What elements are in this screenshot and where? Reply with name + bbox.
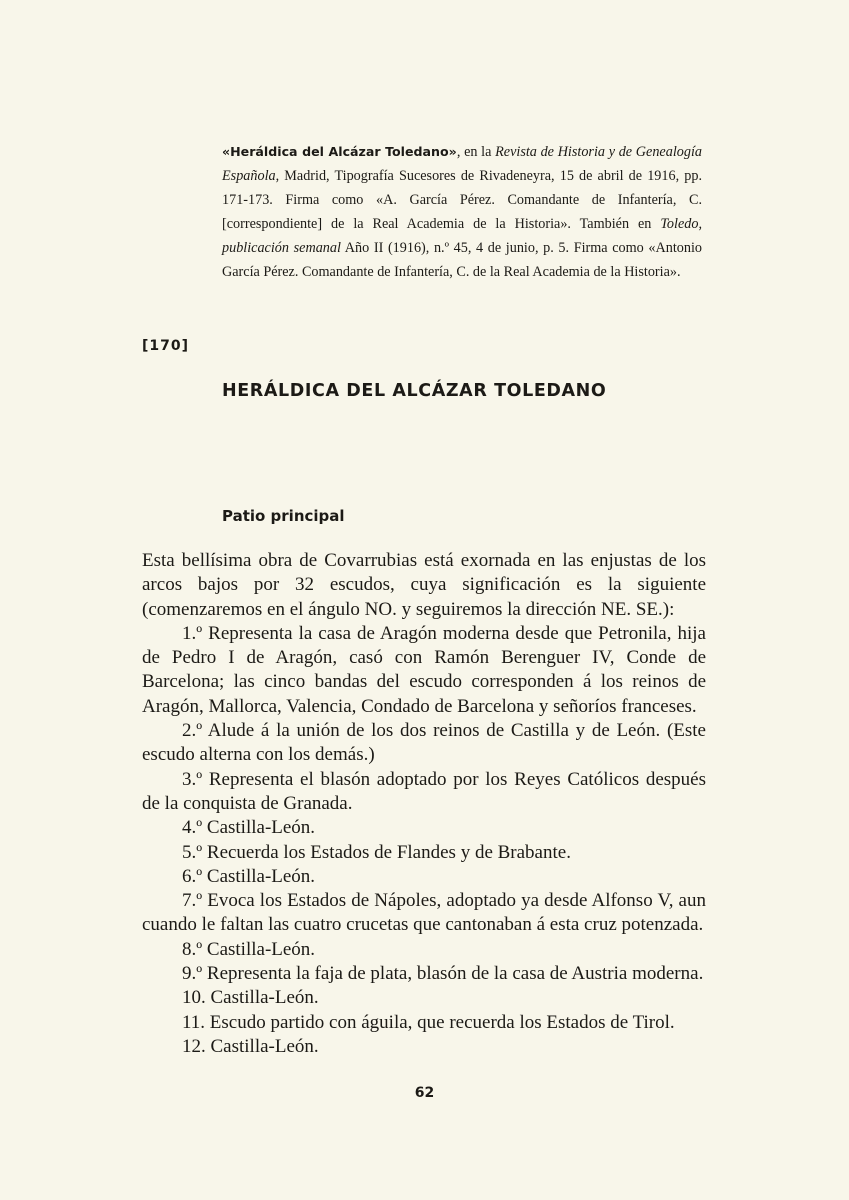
- intro-paragraph: Esta bellísima obra de Covarrubias está exornada en las enjustas de los arcos bajos por 32 escudos, cuya significación es la siguiente (comenzaremos en el ángulo NO. y seguiremos la dirección NE. SE.):: [142, 550, 706, 620]
- list-item: 3.º Representa el blasón adoptado por los Reyes Católicos después de la conquista de Granada.: [142, 768, 706, 814]
- list-item: 11. Escudo partido con águila, que recuerda los Estados de Tirol.: [182, 1011, 675, 1033]
- list-item: 12. Castilla-León.: [182, 1035, 319, 1057]
- list-item: 6.º Castilla-León.: [182, 865, 316, 887]
- note-text-1: , en la: [456, 144, 496, 160]
- entry-number: [170]: [142, 338, 190, 354]
- list-item: 10. Castilla-León.: [182, 987, 319, 1009]
- note-text-3: Año II (1916), n.º 45, 4 de junio, p. 5. Firma como «Antonio García Pérez. Comandante de Infantería, C. de la Real Academia de la Historia».: [222, 240, 702, 280]
- page-title: HERÁLDICA DEL ALCÁZAR TOLEDANO: [222, 381, 607, 401]
- list-item: 4.º Castilla-León.: [182, 817, 316, 839]
- note-text-2: , Madrid, Tipografía Sucesores de Rivadeneyra, 15 de abril de 1916, pp. 171-173. Firma como «A. García Pérez. Comandante de Infantería, C. [correspondiente] de la Real Academia de la Historia». También en: [222, 168, 702, 232]
- list-item: 9.º Representa la faja de plata, blasón de la casa de Austria moderna.: [182, 963, 704, 985]
- body-text: [142, 549, 706, 1059]
- list-item: 2.º Alude á la unión de los dos reinos de Castilla y de León. (Este escudo alterna con los demás.): [142, 720, 706, 766]
- list-item: 5.º Recuerda los Estados de Flandes y de Brabante.: [182, 841, 571, 863]
- note-lead-title: «Heráldica del Alcázar Toledano»: [222, 144, 457, 159]
- bibliographic-note: [222, 140, 702, 284]
- list-item: 1.º Representa la casa de Aragón moderna desde que Petronila, hija de Pedro I de Aragón, casó con Ramón Berenguer IV, Conde de Barcelona; las cinco bandas del escudo corresponden á los reinos de Aragón, Mallorca, Valencia, Condado de Barcelona y señoríos franceses.: [142, 622, 706, 717]
- note-publication: Toledo, publicación semanal: [222, 216, 702, 256]
- page-number: 62: [414, 1085, 435, 1101]
- list-item: 7.º Evoca los Estados de Nápoles, adoptado ya desde Alfonso V, aun cuando le faltan las cuatro crucetas que cantonaban á esta cruz potenzada.: [142, 890, 706, 936]
- note-journal: Revista de Historia y de Genealogía Española: [222, 144, 702, 184]
- section-heading: Patio principal: [222, 507, 345, 525]
- list-item: 8.º Castilla-León.: [182, 938, 316, 960]
